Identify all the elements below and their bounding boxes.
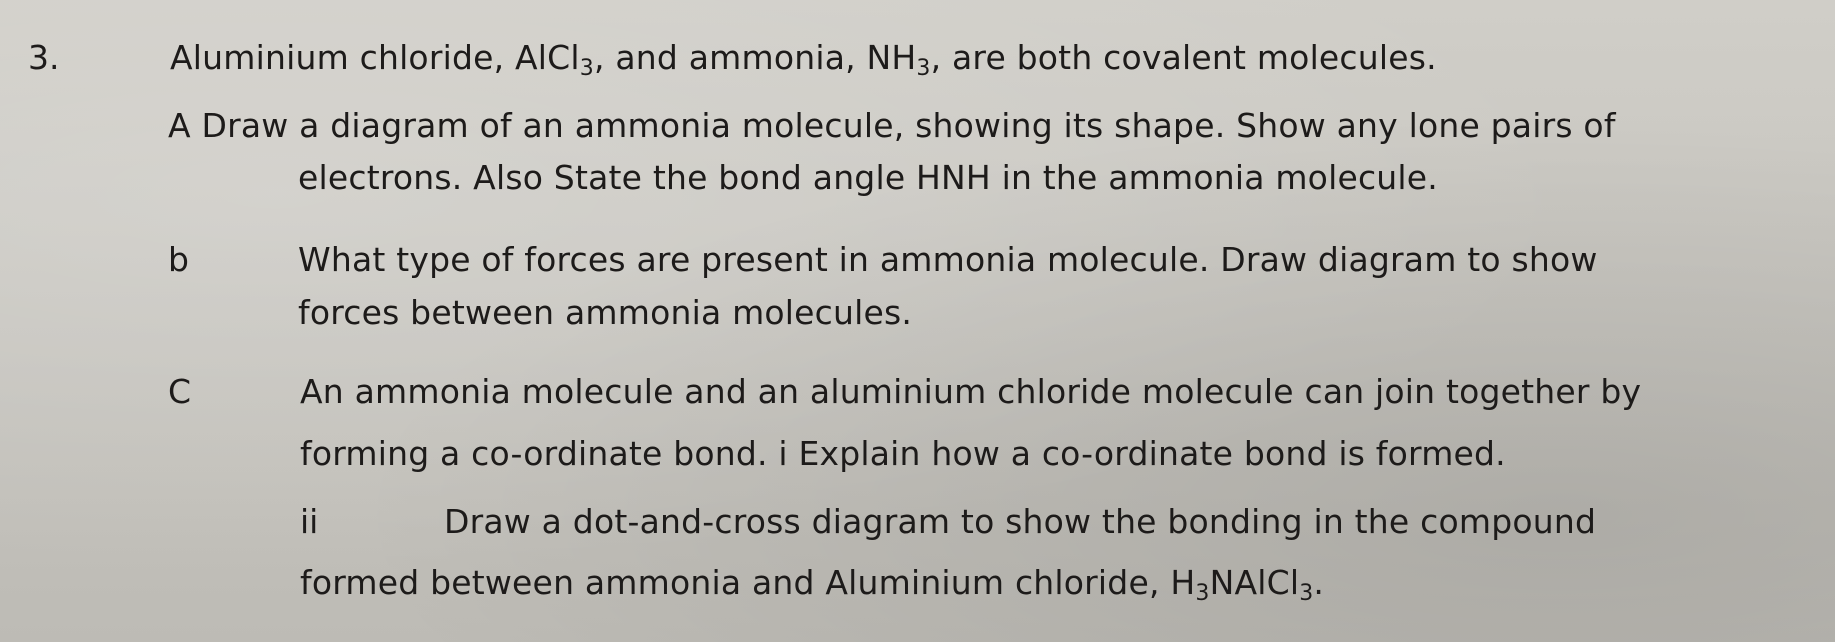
stem-text: , and ammonia, NH	[593, 38, 917, 77]
part-c-label: C	[168, 372, 192, 411]
formula-subscript: 3	[1195, 581, 1210, 606]
part-c-line-2: forming a co-ordinate bond. i Explain how a co-ordinate bond is formed.	[300, 434, 1506, 473]
part-b-line-1: What type of forces are present in ammonia molecule. Draw diagram to show	[298, 240, 1598, 279]
question-number: 3.	[28, 38, 60, 77]
question-stem	[170, 38, 1437, 81]
part-c-ii-line-2	[300, 563, 1325, 606]
stem-text: Aluminium chloride, AlCl	[170, 38, 580, 77]
part-a-label: A	[168, 106, 191, 145]
part-b-line-2: forces between ammonia molecules.	[298, 293, 913, 332]
part-c-line-1: An ammonia molecule and an aluminium chloride molecule can join together by	[300, 372, 1642, 411]
part-a-line-1	[168, 106, 1616, 146]
stem-subscript: 3	[579, 56, 594, 81]
part-a-line-2: electrons. Also State the bond angle HNH in the ammonia molecule.	[298, 158, 1438, 197]
part-c-ii-text: NAlCl	[1209, 563, 1300, 602]
part-c-ii-line-1: Draw a dot-and-cross diagram to show the bonding in the compound	[444, 502, 1597, 541]
stem-subscript: 3	[916, 56, 931, 81]
part-b-label: b	[168, 240, 189, 279]
part-c-ii-label: ii	[300, 502, 319, 541]
part-a-text: Draw a diagram of an ammonia molecule, showing its shape. Show any lone pairs of	[201, 106, 1616, 145]
stem-text: , are both covalent molecules.	[930, 38, 1437, 77]
part-c-ii-text: .	[1313, 563, 1325, 602]
formula-subscript: 3	[1299, 581, 1314, 606]
part-c-ii-text: formed between ammonia and Aluminium chloride, H	[300, 563, 1196, 602]
